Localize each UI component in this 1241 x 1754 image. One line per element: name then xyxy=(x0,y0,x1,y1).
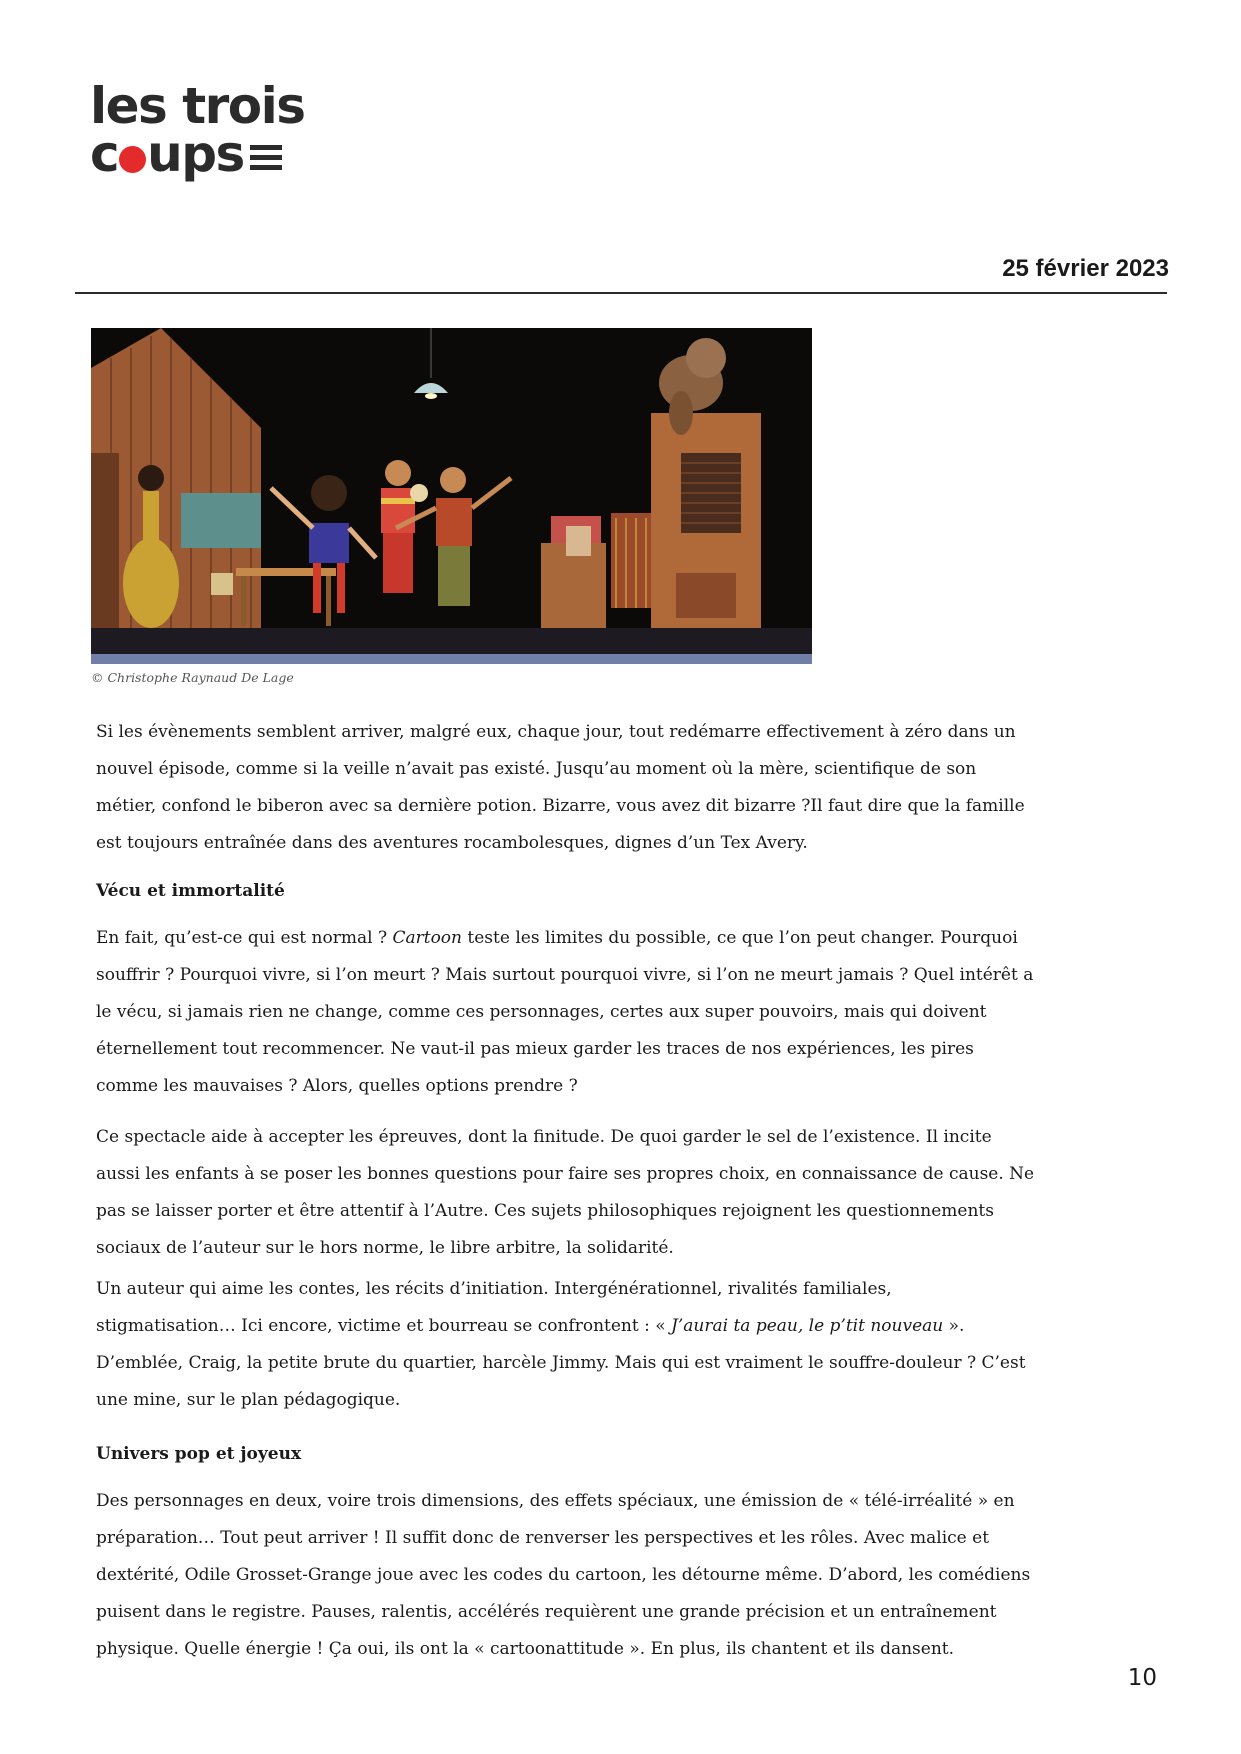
logo-line-2 xyxy=(90,125,300,183)
subheading-vecu: Vécu et immortalité xyxy=(96,881,285,901)
paragraph-4-start: Un auteur qui aime les contes, les récits d’initiation. Intergénérationnel, rivalités familiales, stigmatisation… Ici encore, victime et bourreau se confrontent : « xyxy=(96,1279,892,1336)
paragraph-2 xyxy=(96,920,1036,1105)
paragraph-2-start: En fait, qu’est-ce qui est normal ? xyxy=(96,928,393,948)
publication-date: 25 février 2023 xyxy=(1002,255,1169,282)
stage-photo xyxy=(91,328,812,664)
logo-letters-ups: ups xyxy=(147,125,244,183)
paragraph-1: Si les évènements semblent arriver, malgré eux, chaque jour, tout redémarre effectivement à zéro dans un nouvel épisode, comme si la veille n’avait pas existé. Jusqu’au moment où la mère, scientifique de son métier, confond le biberon avec sa dernière potion. Bizarre, vous avez dit bizarre ?Il faut dire que la famille est toujours entraînée dans des aventures rocambolesques, dignes d’un Tex Avery. xyxy=(96,722,1025,853)
logo-letter-c: c xyxy=(90,125,119,183)
subheading-univers: Univers pop et joyeux xyxy=(96,1444,302,1464)
paragraph-4-end: ». D’emblée, Craig, la petite brute du quartier, harcèle Jimmy. Mais qui est vraiment le souffre-douleur ? C’est une mine, sur le plan pédagogique. xyxy=(96,1316,1026,1410)
quote-emphasis: J’aurai ta peau, le p’tit nouveau xyxy=(671,1316,944,1336)
paragraph-2-end: teste les limites du possible, ce que l’on peut changer. Pourquoi souffrir ? Pourquoi vivre, si l’on meurt ? Mais surtout pourquoi vivre, si l’on ne meurt jamais ? Quel intérêt a le vécu, si jamais rien ne change, comme ces personnages, certes aux super pouvoirs, mais qui doivent éternellement tout recommencer. Ne vaut-il pas mieux garder les traces de nos expériences, les pires comme les mauvaises ? Alors, quelles options prendre ? xyxy=(96,928,1034,1096)
paragraph-4 xyxy=(96,1271,1036,1419)
paragraph-5: Des personnages en deux, voire trois dimensions, des effets spéciaux, une émission de « télé-irréalité » en préparation… Tout peut arriver ! Il suffit donc de renverser les perspectives et les rôles. Avec malice et dextérité, Odile Grosset-Grange joue avec les codes du cartoon, les détourne même. D’abord, les comédiens puisent dans le registre. Pauses, ralentis, accélérés requièrent une grande précision et un entraînement physique. Quelle énergie ! Ça oui, ils ont la « cartoonattitude ». En plus, ils chantent et ils dansent. xyxy=(96,1491,1031,1659)
title-cartoon: Cartoon xyxy=(392,928,462,948)
paragraph-3: Ce spectacle aide à accepter les épreuves, dont la finitude. De quoi garder le sel de l’existence. Il incite aussi les enfants à se poser les bonnes questions pour faire ses propres choix, en connaissance de cause. Ne pas se laisser porter et être attentif à l’Autre. Ces sujets philosophiques rejoignent les questionnements sociaux de l’auteur sur le hors norme, le libre arbitre, la solidarité. xyxy=(96,1127,1035,1258)
menu-bars-icon xyxy=(250,145,282,170)
photo-credit: © Christophe Raynaud De Lage xyxy=(91,670,294,685)
page-number: 10 xyxy=(1127,1665,1157,1691)
header-divider xyxy=(75,292,1167,294)
logo-line-1: les trois xyxy=(90,77,305,135)
article-body xyxy=(96,714,1036,1682)
site-logo[interactable] xyxy=(90,77,305,183)
logo-red-dot-icon xyxy=(119,146,146,173)
